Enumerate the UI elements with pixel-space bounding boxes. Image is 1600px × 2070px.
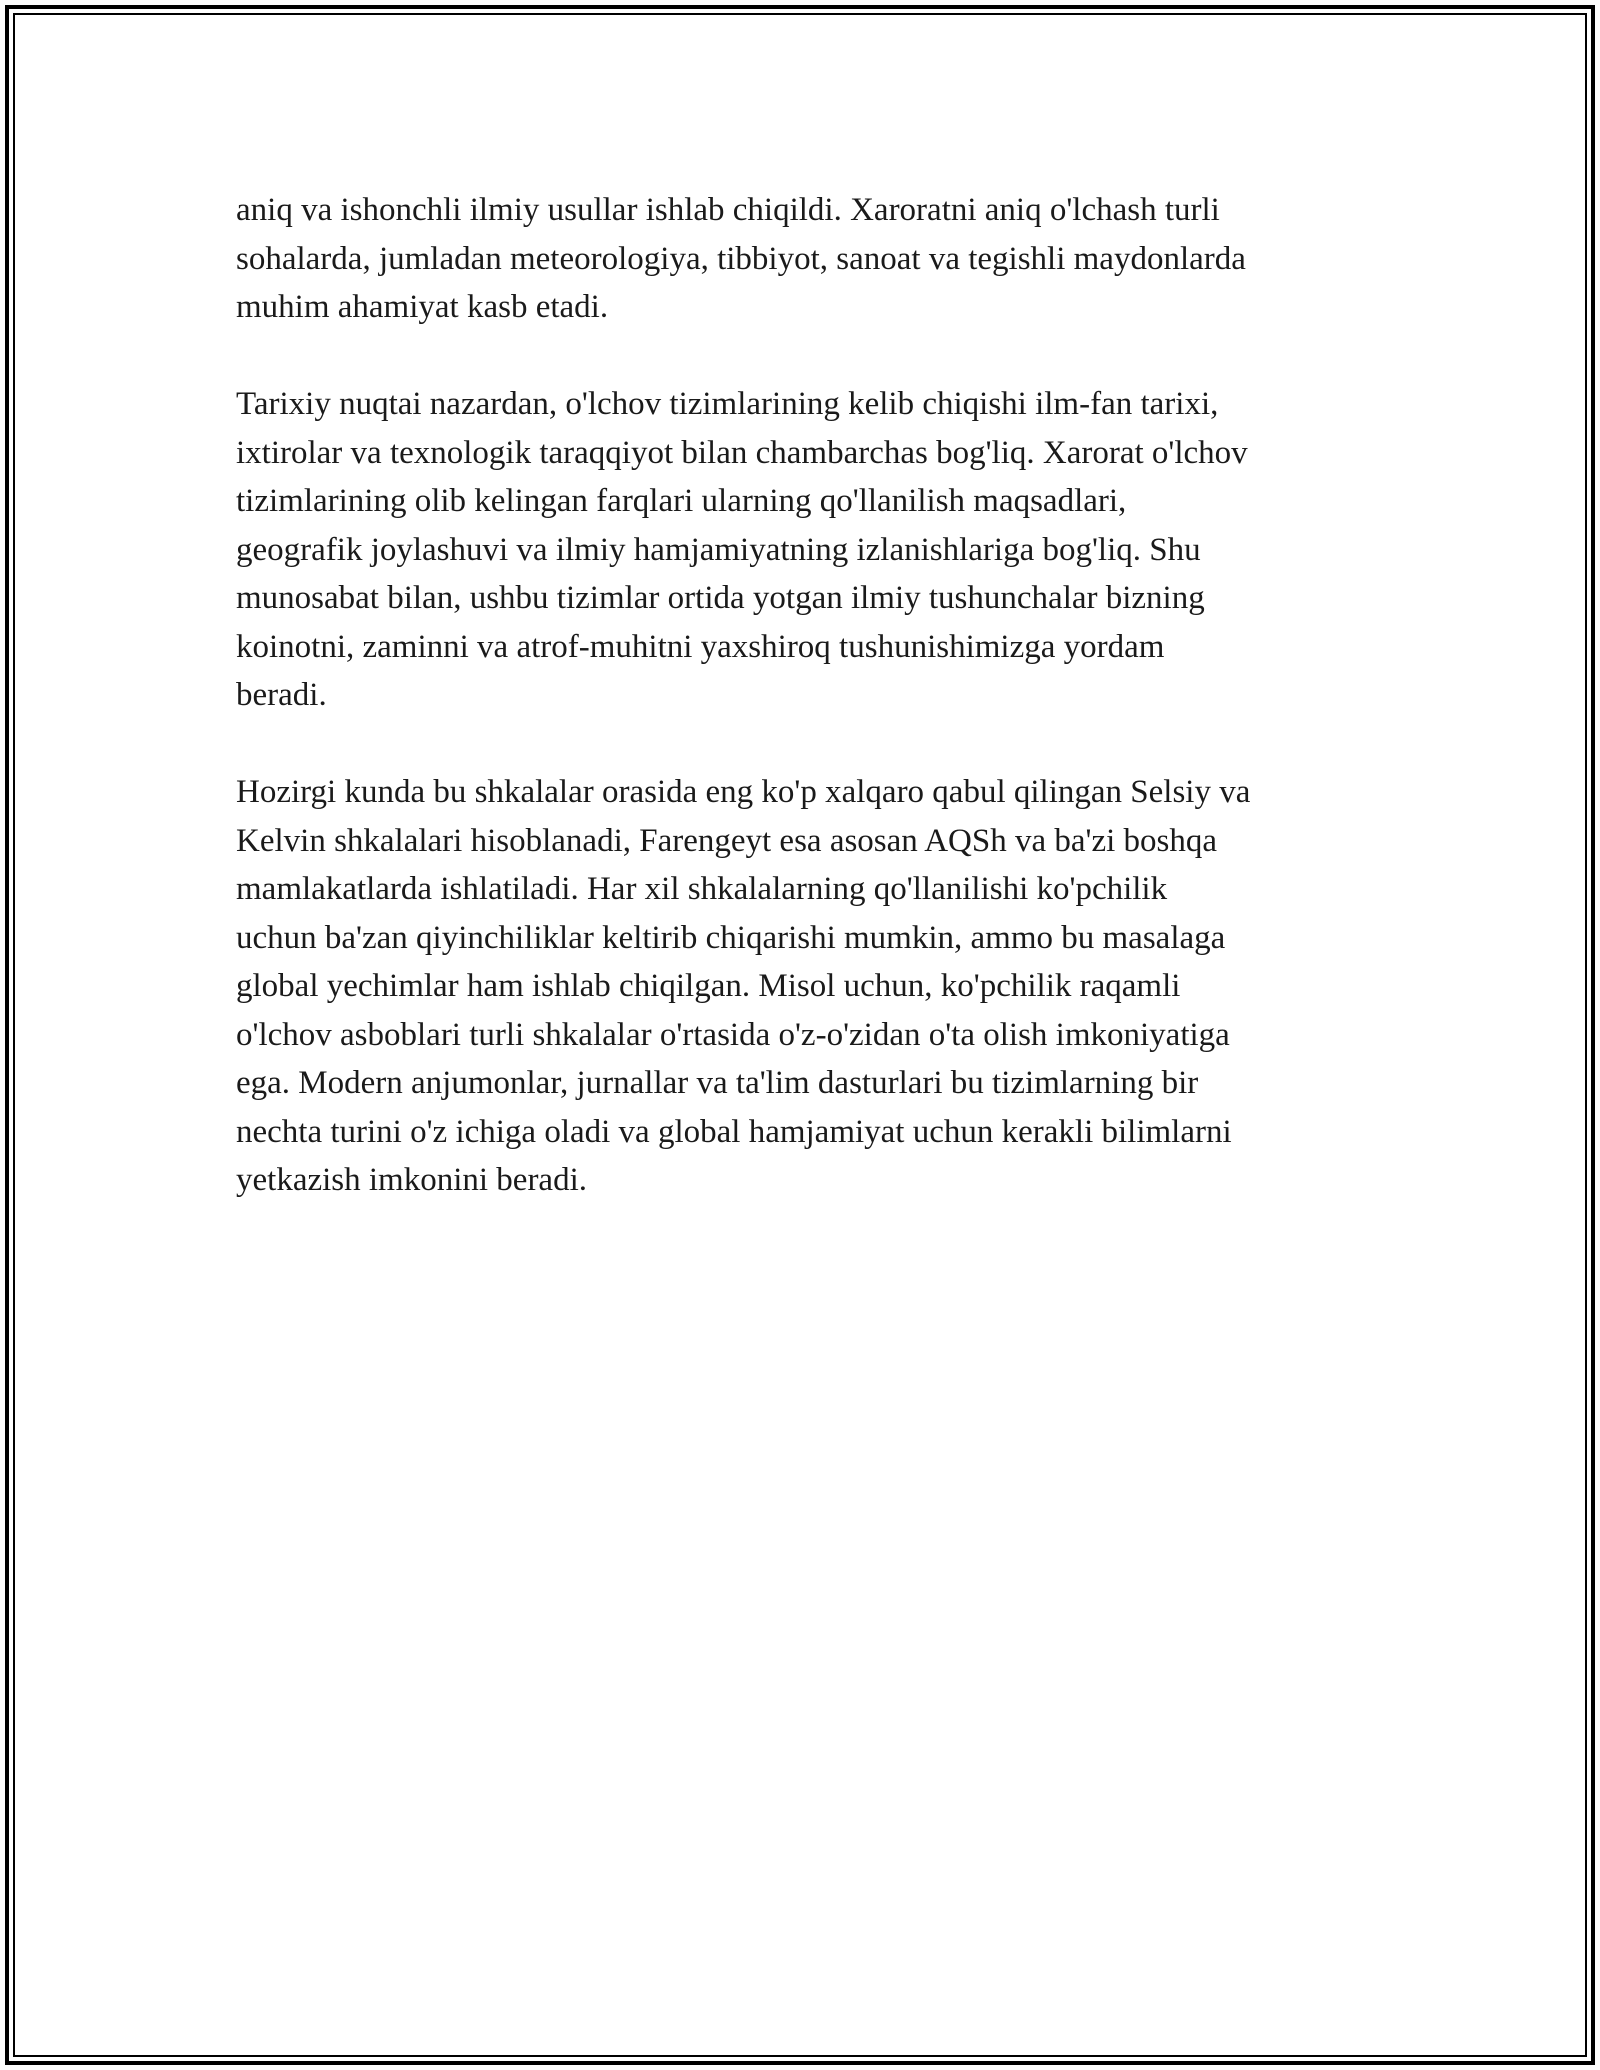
text-line: ega. Modern anjumonlar, jurnallar va ta'lim dasturlari bu tizimlarning bir [236,1065,1199,1101]
text-line: global yechimlar ham ishlab chiqilgan. Misol uchun, ko'pchilik raqamli [236,968,1181,1004]
text-line: sohalarda, jumladan meteorologiya, tibbiyot, sanoat va tegishli maydonlarda [236,240,1246,277]
text-line: ixtirolar va texnologik taraqqiyot bilan chambarchas bog'liq. Xarorat o'lchov [236,434,1248,471]
document-body [236,186,1396,1253]
text-line: o'lchov asboblari turli shkalalar o'rtasida o'z-o'zidan o'ta olish imkoniyatiga [236,1016,1230,1053]
text-line: aniq va ishonchli ilmiy usullar ishlab chiqildi. Xaroratni aniq o'lchash turli [236,192,1220,228]
text-line: yetkazish imkonini beradi. [236,1162,587,1198]
text-line: Tarixiy nuqtai nazardan, o'lchov tizimlarining kelib chiqishi ilm-fan tarixi, [236,386,1219,422]
text-line: Hozirgi kunda bu shkalalar orasida eng ko'p xalqaro qabul qilingan Selsiy va [236,774,1251,810]
text-line: muhim ahamiyat kasb etadi. [236,289,609,325]
paragraph-1 [236,186,1396,332]
paragraph-2 [236,380,1396,720]
text-line: nechta turini o'z ichiga oladi va global hamjamiyat uchun kerakli bilimlarni [236,1113,1232,1150]
text-line: uchun ba'zan qiyinchiliklar keltirib chiqarishi mumkin, ammo bu masalaga [236,919,1226,956]
text-line: tizimlarining olib kelingan farqlari ularning qo'llanilish maqsadlari, [236,483,1127,519]
paragraph-3 [236,768,1396,1205]
text-line: koinotni, zaminni va atrof-muhitni yaxshiroq tushunishimizga yordam [236,628,1165,665]
text-line: beradi. [236,677,327,713]
text-line: munosabat bilan, ushbu tizimlar ortida yotgan ilmiy tushunchalar bizning [236,580,1205,616]
text-line: mamlakatlarda ishlatiladi. Har xil shkalalarning qo'llanilishi ko'pchilik [236,871,1168,907]
text-line: geografik joylashuvi va ilmiy hamjamiyatning izlanishlariga bog'liq. Shu [236,531,1201,568]
text-line: Kelvin shkalalari hisoblanadi, Farengeyt esa asosan AQSh va ba'zi boshqa [236,822,1218,859]
